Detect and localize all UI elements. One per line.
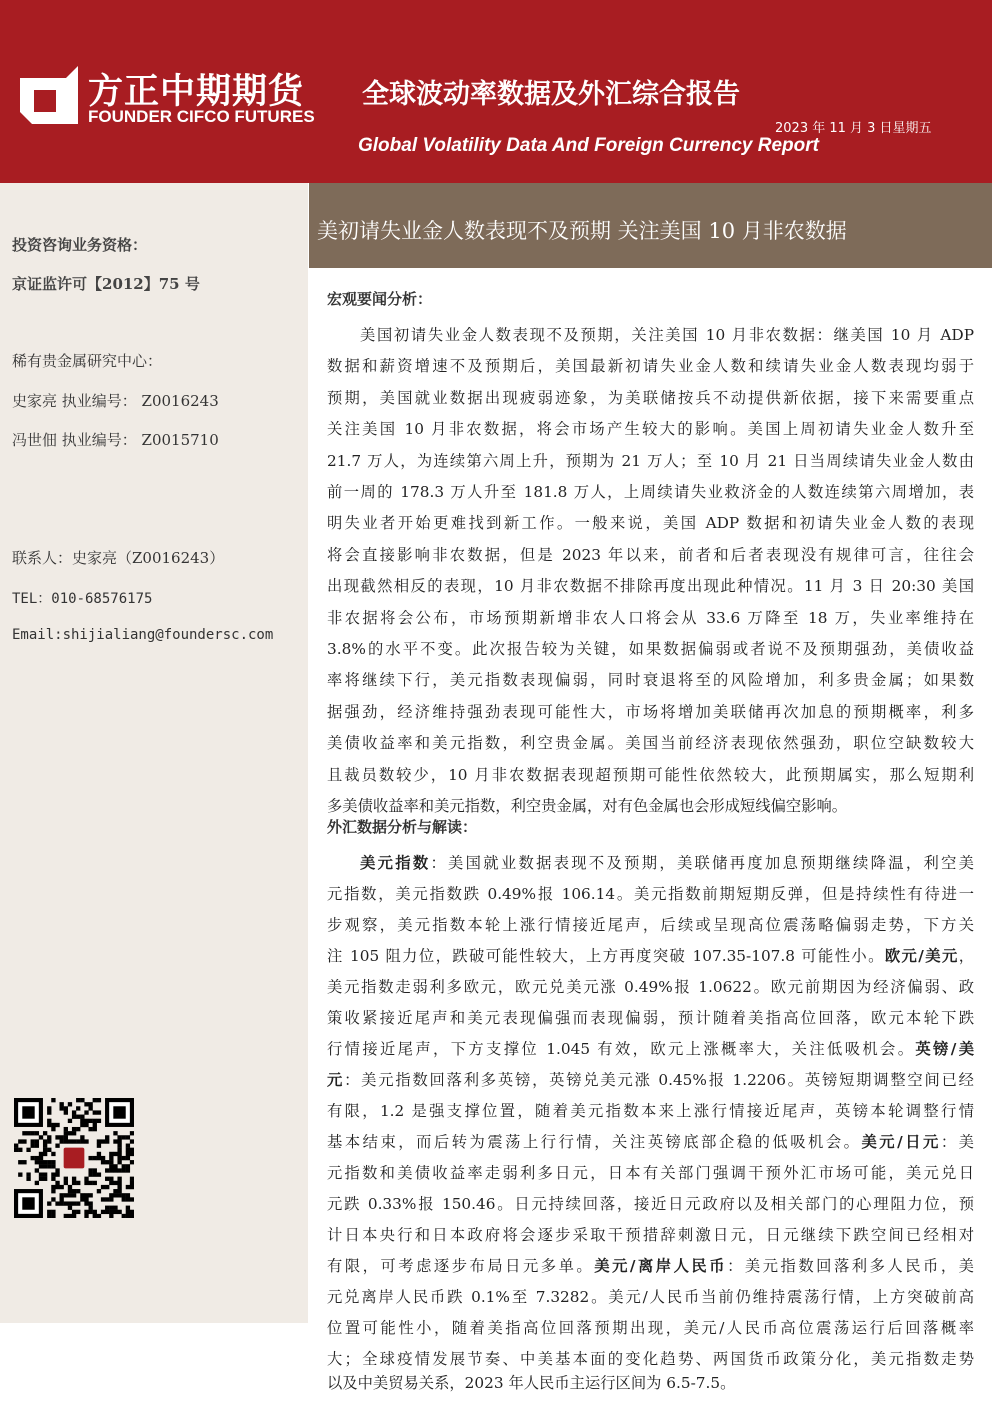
fx-line [327,1070,974,1090]
macro-line: 且裁员数较少，10 月非农数据表现超预期可能性依然较大，此预期属实，那么短期利 [327,765,974,784]
gbp-usd-label-cont: 元 [327,1071,345,1089]
report-date: 2023 年 11 月 3 日星期五 [775,121,932,136]
report-title: 全球波动率数据及外汇综合报告 [362,79,740,110]
macro-line: 将会直接影响非农数据，但是 2023 年以来，前者和后者表现没有规律可言，往往会 [327,545,974,564]
fx-text: ：美国就业数据表现不及预期，美联储再度加息预期继续降温，利空美 [430,854,974,872]
usd-jpy-label: 美元/日元 [861,1133,941,1151]
macro-line: 数据和薪资增速不及预期后，美国最新初请失业金人数和续请失业金人数表现均弱于 [327,357,974,376]
macro-line: 21.7 万人，为连续第六周上升，预期为 21 万人；至 10 月 21 日当周续请失业金人数由 [327,451,974,470]
macro-line: 明失业者开始更难找到新工作。一般来说，美国 ADP 数据和初请失业金人数的表现 [327,514,974,533]
fx-line: 美元指数走弱利多欧元，欧元兑美元涨 0.49%报 1.0622。欧元前期因为经济偏弱、政 [327,978,974,996]
qualification-label: 投资咨询业务资格： [12,236,148,254]
fx-line: 位置可能性小，随着美指高位回落预期出现，美元/人民币高位震荡运行后回落概率 [327,1319,974,1337]
fx-text: 有限，可考虑逐步布局日元多单。 [327,1257,595,1275]
macro-line: 多美债收益率和美元指数，利空贵金属，对有色金属也会形成短线偏空影响。 [327,797,848,815]
brand-name-cn: 方正中期期货 [88,72,305,112]
headline: 美初请失业金人数表现不及预期 关注美国 10 月非农数据 [317,219,847,243]
founder-logo-icon [20,66,78,124]
macro-line: 预期，美国就业数据出现疲弱迹象，为美联储按兵不动提供新依据，接下来需要重点 [327,388,974,407]
fx-line [327,946,974,966]
gbp-usd-label: 英镑/美 [915,1040,974,1058]
fx-line: 元跌 0.33%报 150.46。日元持续回落，接近日元政府以及相关部门的心理阻力位，预 [327,1195,974,1213]
usd-cnh-label: 美元/离岸人民币 [594,1257,728,1275]
fx-line: 计日本央行和日本政府将会逐步采取干预措辞刺激日元，日元继续下跌空间已经相对 [327,1226,974,1244]
usd-index-label: 美元指数 [360,854,431,872]
headline-banner [309,183,992,268]
report-header [0,0,992,183]
fx-text: ：美元指数回落利多英镑，英镑兑美元涨 0.45%报 1.2206。英镑短期调整空间已经 [344,1071,974,1089]
fx-text: 注 105 阻力位，跌破可能性较大，上方再度突破 107.35-107.8 可能性小。 [327,947,885,965]
macro-line: 美债收益率和美元指数，利空贵金属。美国当前经济表现依然强劲，职位空缺数较大 [327,734,974,753]
fx-line: 以及中美贸易关系，2023 年人民币主运行区间为 6.5-7.5。 [327,1374,736,1392]
fx-line: 元指数和美债收益率走弱利多日元，日本有关部门强调干预外汇市场可能，美元兑日 [327,1164,974,1182]
fx-line [327,1132,974,1152]
fx-text: ， [958,947,974,965]
fx-line: 策收紧接近尾声和美元表现偏强而表现偏弱，预计随着美指高位回落，欧元本轮下跌 [327,1009,974,1027]
macro-line: 率将继续下行，美元指数表现偏弱，同时衰退将至的风险增加，利多贵金属；如果数 [327,671,974,690]
fx-text: 行情接近尾声，下方支撑位 1.045 有效，欧元上涨概率大，关注低吸机会。 [327,1040,916,1058]
macro-line: 前一周的 178.3 万人升至 181.8 万人，上周续请失业救济金的人数连续第六周增加，表 [327,483,974,501]
section-title-macro: 宏观要闻分析： [327,290,433,308]
fx-line [327,1039,974,1059]
analyst-1: 史家亮 执业编号： Z0016243 [12,392,219,410]
contact-person: 联系人：史家亮（Z0016243） [12,549,225,567]
contact-email: Email:shijialiang@foundersc.com [12,627,274,643]
fx-text: ：美元指数回落利多人民币，美 [727,1257,974,1275]
eur-usd-label: 欧元/美元 [884,947,959,965]
fx-line: 元兑离岸人民币跌 0.1%至 7.3282。美元/人民币当前仍维持震荡行情，上方突破前高 [327,1288,974,1306]
license-number: 京证监许可【2012】75 号 [12,275,200,293]
qr-code-icon [14,1098,134,1218]
research-center: 稀有贵金属研究中心： [12,352,163,370]
fx-line [360,853,974,873]
report-title-en: Global Volatility Data And Foreign Currency Report [358,135,819,156]
analyst-2: 冯世佃 执业编号： Z0015710 [12,431,219,449]
fx-line: 有限，1.2 是强支撑位置，随着美元指数本来上涨行情接近尾声，英镑本轮调整行情 [327,1102,974,1120]
macro-line: 非农据将会公布，市场预期新增非农人口将会从 33.6 万降至 18 万，失业率维持在 [327,608,974,627]
fx-line: 大；全球疫情发展节奏、中美基本面的变化趋势、两国货币政策分化，美元指数走势 [327,1350,974,1368]
fx-text: 基本结束，而后转为震荡上行行情，关注英镑底部企稳的低吸机会。 [327,1133,862,1151]
contact-tel: TEL：010-68576175 [12,591,153,607]
fx-line [327,1256,974,1276]
macro-line: 关注美国 10 月非农数据，将会市场产生较大的影响。美国上周初请失业金人数升至 [327,420,974,439]
fx-line: 步观察，美元指数本轮上涨行情接近尾声，后续或呈现高位震荡略偏弱走势，下方关 [327,916,974,934]
fx-text: ：美 [940,1133,974,1151]
macro-line: 据强劲，经济维持强劲表现可能性大，市场将增加美联储再次加息的预期概率，利多 [327,702,974,721]
fx-line: 元指数，美元指数跌 0.49%报 106.14。美元指数前期短期反弹，但是持续性有待进一 [327,885,974,903]
macro-line: 美国初请失业金人数表现不及预期，关注美国 10 月非农数据：继美国 10 月 ADP [360,326,974,344]
macro-line: 出现截然相反的表现，10 月非农数据不排除再度出现此种情况。11 月 3 日 20:30 美国 [327,577,974,596]
section-title-fx: 外汇数据分析与解读： [327,818,478,836]
brand-name-en: FOUNDER CIFCO FUTURES [88,107,315,126]
macro-line: 3.8%的水平不变。此次报告较为关键，如果数据偏弱或者说不及预期强劲，美债收益 [327,640,974,658]
